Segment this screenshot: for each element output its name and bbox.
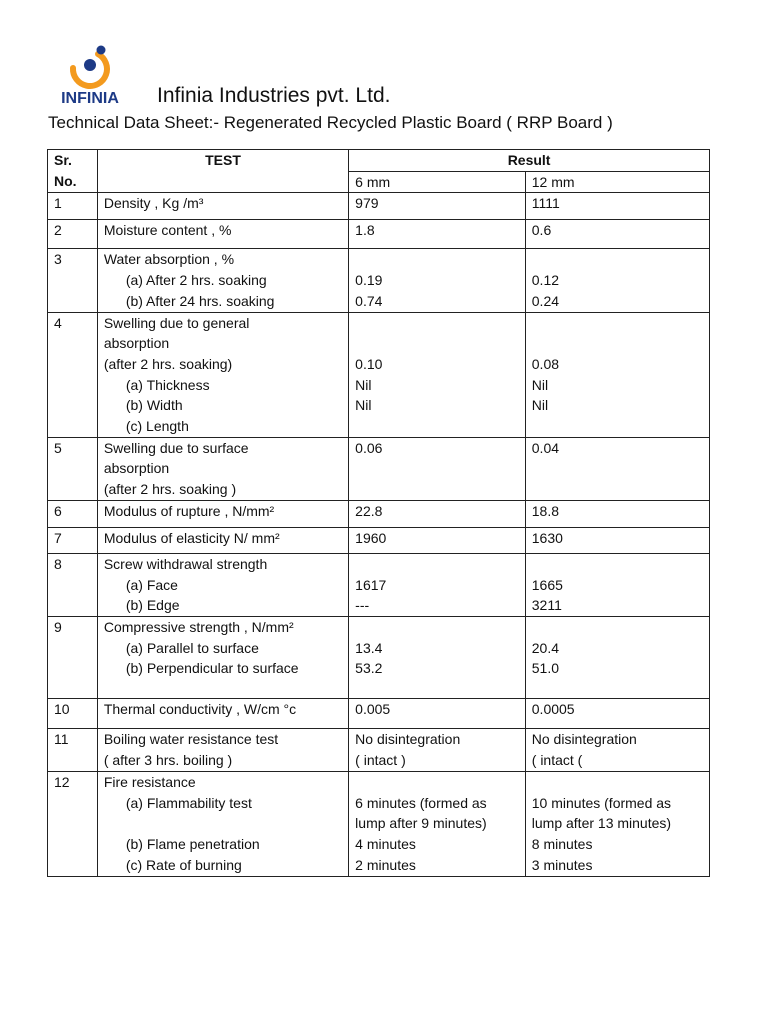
test-line: (b) Flame penetration: [125, 836, 260, 853]
result-value: 0.24: [531, 292, 560, 309]
table-row: [48, 527, 710, 553]
test-line: Thermal conductivity , W/cm °c: [103, 700, 297, 717]
result-6mm-cell: [349, 698, 526, 728]
test-line: (b) Perpendicular to surface: [125, 660, 299, 677]
result-value: Nil: [531, 397, 549, 414]
result-value: 6 minutes (formed as: [355, 794, 487, 811]
result-12mm-cell: [525, 249, 709, 312]
result-6mm-cell: [349, 500, 526, 527]
technical-data-table: [47, 149, 710, 877]
sr-no-cell: 5: [48, 437, 98, 500]
result-6mm-cell: [349, 527, 526, 553]
table-row: [48, 771, 710, 876]
result-6mm-cell: [349, 616, 526, 698]
test-line: (b) After 24 hrs. soaking: [125, 292, 275, 309]
result-12mm-cell: [525, 771, 709, 876]
result-value: [355, 554, 519, 575]
test-line: (a) After 2 hrs. soaking: [125, 272, 267, 289]
test-line: ( after 3 hrs. boiling ): [103, 751, 233, 768]
test-cell: [97, 193, 348, 220]
result-value: [355, 617, 519, 638]
test-line: (a) Flammability test: [125, 794, 252, 811]
table-row: [48, 249, 710, 312]
result-value: 1617: [355, 576, 387, 593]
result-value: 8 minutes: [531, 836, 593, 853]
result-value: Nil: [531, 376, 549, 393]
test-line: Boiling water resistance test: [103, 730, 279, 747]
result-value: ---: [355, 597, 370, 614]
sr-no-cell: 7: [48, 527, 98, 553]
result-value: 979: [355, 195, 379, 212]
result-6mm-cell: [349, 553, 526, 616]
company-logo: [42, 42, 138, 108]
test-line: Compressive strength , N/mm²: [103, 618, 294, 635]
test-line: Density , Kg /m³: [103, 195, 204, 212]
test-line: (a) Parallel to surface: [125, 639, 259, 656]
result-value: No disintegration: [355, 730, 461, 747]
test-line: Fire resistance: [103, 773, 196, 790]
result-6mm-cell: [349, 220, 526, 249]
test-cell: [97, 527, 348, 553]
result-value: [355, 333, 519, 354]
sr-no-cell: 9: [48, 616, 98, 698]
result-6mm-cell: [349, 437, 526, 500]
test-cell: [97, 553, 348, 616]
result-value: 10 minutes (formed as: [531, 794, 672, 811]
test-line: (after 2 hrs. soaking): [103, 355, 233, 372]
result-12mm-cell: [525, 553, 709, 616]
test-cell: [97, 249, 348, 312]
infinia-logo-icon: [42, 42, 138, 108]
table-row: [48, 698, 710, 728]
result-value: [532, 313, 703, 334]
table-row: [48, 500, 710, 527]
test-line: Modulus of rupture , N/mm²: [103, 502, 275, 519]
header-sr-no: [48, 150, 98, 193]
logo-wordmark: INFINIA: [61, 90, 119, 107]
result-value: 0.6: [531, 222, 552, 239]
result-6mm-cell: [349, 249, 526, 312]
result-value: [355, 249, 519, 270]
result-6mm-cell: [349, 193, 526, 220]
result-value: 3 minutes: [531, 856, 593, 873]
test-cell: [97, 771, 348, 876]
test-line: (after 2 hrs. soaking ): [103, 481, 237, 498]
result-value: 0.12: [531, 272, 560, 289]
result-value: Nil: [355, 397, 372, 414]
test-cell: [97, 728, 348, 771]
table-row: [48, 728, 710, 771]
result-value: 0.08: [531, 355, 560, 372]
result-value: 0.0005: [531, 700, 575, 717]
result-value: 2 minutes: [355, 856, 416, 873]
table-header-row-1: [48, 150, 710, 172]
test-cell: [97, 500, 348, 527]
table-row: [48, 437, 710, 500]
sr-no-cell: 1: [48, 193, 98, 220]
result-value: [532, 772, 703, 793]
result-12mm-cell: [525, 698, 709, 728]
table-row: [48, 553, 710, 616]
result-value: 4 minutes: [355, 836, 416, 853]
result-6mm-cell: [349, 728, 526, 771]
test-line: [104, 813, 342, 834]
result-12mm-cell: [525, 728, 709, 771]
test-line: (a) Face: [125, 576, 178, 593]
test-line: absorption: [103, 335, 170, 352]
result-value: [532, 554, 703, 575]
result-value: [355, 313, 519, 334]
table-row: [48, 220, 710, 249]
sr-no-cell: 4: [48, 312, 98, 437]
result-value: [355, 772, 519, 793]
result-value: 20.4: [531, 639, 560, 656]
header-12mm: 12 mm: [525, 171, 709, 193]
test-line: Screw withdrawal strength: [103, 555, 268, 572]
result-value: 1.8: [355, 222, 375, 239]
result-value: 1630: [531, 529, 563, 546]
result-6mm-cell: [349, 771, 526, 876]
header-6mm: 6 mm: [349, 171, 526, 193]
document-title: Technical Data Sheet:- Regenerated Recycled Plastic Board ( RRP Board ): [48, 113, 613, 132]
result-value: 0.74: [355, 292, 383, 309]
sr-no-cell: 11: [48, 728, 98, 771]
sr-no-cell: 3: [48, 249, 98, 312]
result-12mm-cell: [525, 527, 709, 553]
test-cell: [97, 220, 348, 249]
test-line: Swelling due to general: [103, 314, 250, 331]
result-value: 0.04: [531, 439, 560, 456]
result-value: 0.005: [355, 700, 391, 717]
test-line: (b) Edge: [125, 597, 180, 614]
test-line: (a) Thickness: [125, 376, 210, 393]
result-value: 1960: [355, 529, 387, 546]
table-row: [48, 312, 710, 437]
result-value: ( intact ): [355, 751, 406, 768]
test-cell: [97, 698, 348, 728]
header-sr-line-2: No.: [54, 172, 77, 189]
result-6mm-cell: [349, 312, 526, 437]
result-value: lump after 13 minutes): [531, 815, 672, 832]
result-12mm-cell: [525, 500, 709, 527]
result-value: 0.10: [355, 355, 383, 372]
result-value: 0.19: [355, 272, 383, 289]
sr-no-cell: 10: [48, 698, 98, 728]
result-value: [532, 617, 703, 638]
result-12mm-cell: [525, 616, 709, 698]
sr-no-cell: 8: [48, 553, 98, 616]
result-value: [532, 249, 703, 270]
header-result: Result: [349, 150, 710, 172]
test-line: Water absorption , %: [103, 251, 235, 268]
test-cell: [97, 437, 348, 500]
result-value: 53.2: [355, 660, 383, 677]
sr-no-cell: 6: [48, 500, 98, 527]
sr-no-cell: 2: [48, 220, 98, 249]
result-value: 18.8: [531, 502, 560, 519]
result-12mm-cell: [525, 220, 709, 249]
table-row: [48, 616, 710, 698]
sr-no-cell: 12: [48, 771, 98, 876]
test-line: (c) Length: [125, 418, 189, 435]
result-12mm-cell: [525, 193, 709, 220]
test-line: (c) Rate of burning: [125, 856, 242, 873]
table-row: [48, 193, 710, 220]
header-sr-line-1: Sr.: [54, 152, 72, 168]
result-value: Nil: [355, 376, 372, 393]
result-value: No disintegration: [531, 730, 637, 747]
result-value: 22.8: [355, 502, 383, 519]
result-value: [532, 333, 703, 354]
test-cell: [97, 312, 348, 437]
test-line: Swelling due to surface: [103, 439, 249, 456]
test-cell: [97, 616, 348, 698]
result-value: 1665: [531, 576, 563, 593]
result-12mm-cell: [525, 437, 709, 500]
company-name: Infinia Industries pvt. Ltd.: [157, 84, 391, 107]
test-line: absorption: [103, 460, 170, 477]
result-value: lump after 9 minutes): [355, 815, 487, 832]
result-value: 51.0: [531, 660, 560, 677]
result-12mm-cell: [525, 312, 709, 437]
test-line: Modulus of elasticity N/ mm²: [103, 529, 280, 546]
result-value: 0.06: [355, 439, 383, 456]
result-value: 1111: [531, 195, 560, 212]
test-line: (b) Width: [125, 397, 183, 414]
header-test: TEST: [97, 150, 348, 193]
result-value: 3211: [531, 597, 562, 614]
result-value: ( intact (: [531, 751, 583, 768]
test-line: Moisture content , %: [103, 222, 232, 239]
result-value: 13.4: [355, 639, 383, 656]
